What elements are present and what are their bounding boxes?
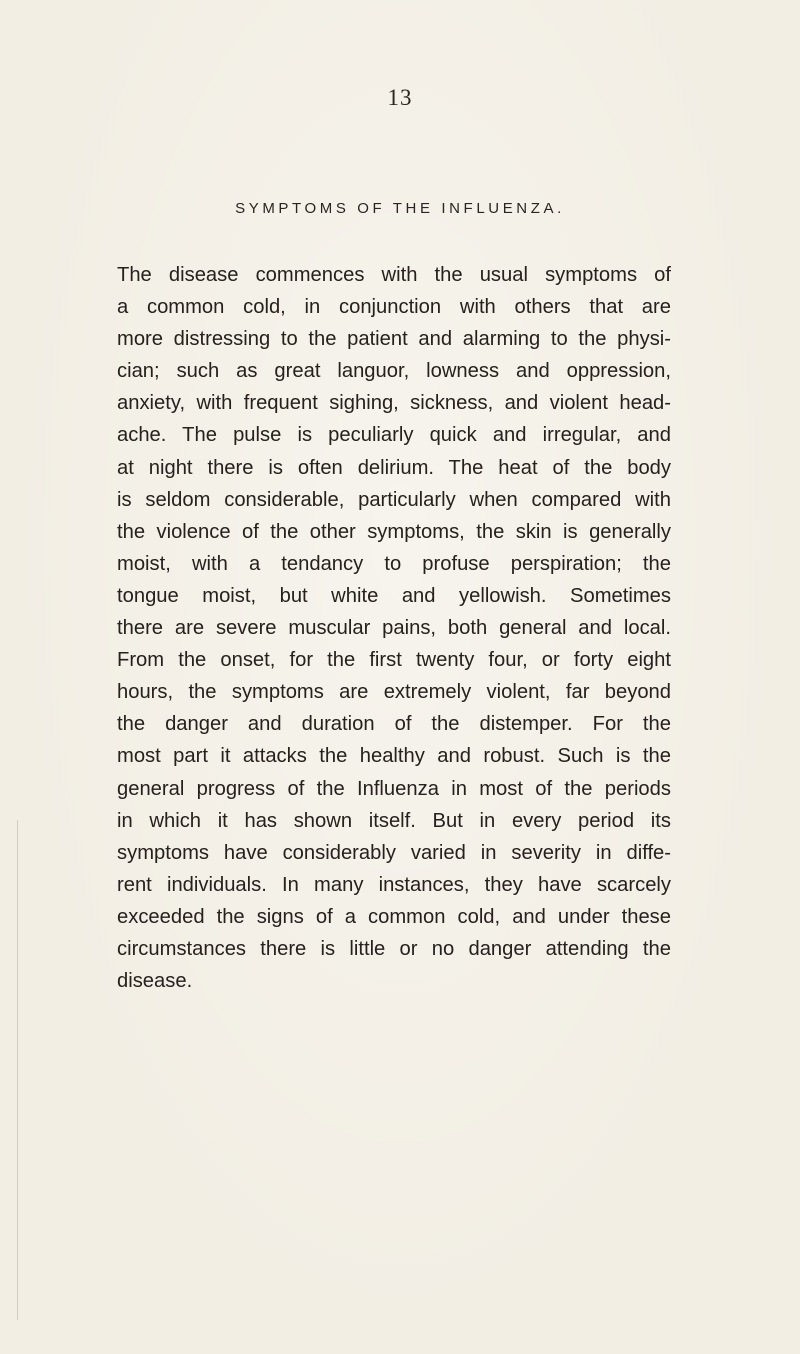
text-line: more distressing to the patient and alarming to the physi-	[117, 328, 671, 351]
text-line: general progress of the Influenza in most of the periods	[117, 777, 671, 800]
body-paragraph	[117, 259, 671, 997]
text-line: circumstances there is little or no danger attending the	[117, 937, 671, 960]
text-line: at night there is often delirium. The heat of the body	[117, 456, 671, 479]
text-line: a common cold, in conjunction with others that are	[117, 296, 671, 319]
text-line: anxiety, with frequent sighing, sickness, and violent head-	[117, 392, 671, 415]
text-line: From the onset, for the first twenty four, or forty eight	[117, 649, 671, 672]
text-line: disease.	[117, 970, 193, 993]
text-line: the danger and duration of the distemper. For the	[117, 713, 671, 736]
text-line: ache. The pulse is peculiarly quick and irregular, and	[117, 424, 671, 447]
text-line: most part it attacks the healthy and robust. Such is the	[117, 745, 671, 768]
section-heading: SYMPTOMS OF THE INFLUENZA.	[235, 200, 565, 217]
text-line: there are severe muscular pains, both general and local.	[117, 617, 671, 640]
page-edge-mark	[17, 820, 18, 1320]
text-line: cian; such as great languor, lowness and oppression,	[117, 360, 671, 383]
text-line: hours, the symptoms are extremely violent, far beyond	[117, 681, 671, 704]
text-line: The disease commences with the usual symptoms of	[117, 264, 671, 286]
text-line: moist, with a tendancy to profuse perspiration; the	[117, 552, 671, 575]
text-line: is seldom considerable, particularly when compared with	[117, 488, 671, 511]
text-line: tongue moist, but white and yellowish. Sometimes	[117, 584, 671, 607]
text-line: rent individuals. In many instances, they have scarcely	[117, 873, 671, 896]
text-line: the violence of the other symptoms, the skin is generally	[117, 520, 671, 543]
text-line: exceeded the signs of a common cold, and under these	[117, 905, 671, 928]
page-number: 13	[387, 85, 413, 110]
text-line: in which it has shown itself. But in every period its	[117, 809, 671, 832]
text-line: symptoms have considerably varied in severity in diffe-	[117, 841, 671, 864]
